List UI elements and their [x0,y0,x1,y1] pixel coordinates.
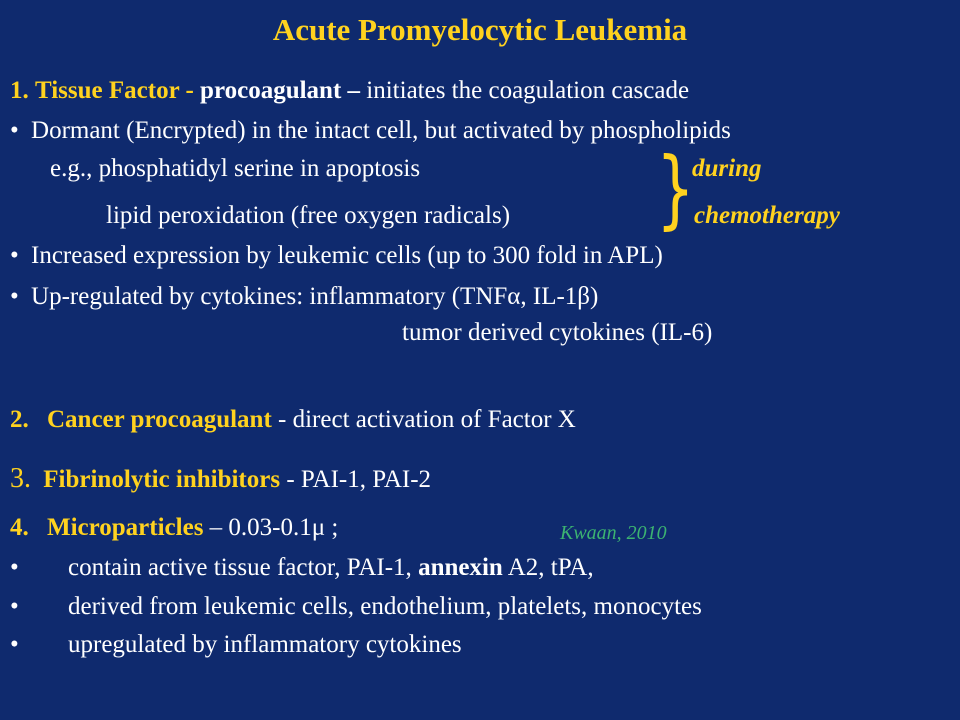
bullet: • [10,117,19,144]
tumor-cytokines: tumor derived cytokines (IL-6) [402,319,713,346]
item3-rest: - PAI-1, PAI-2 [280,466,432,493]
annexin-term: annexin [418,554,503,581]
item1-heading [10,76,689,106]
item2-title: Cancer procoagulant [47,406,272,433]
item4-bullet-2 [10,592,702,622]
bullet: • [10,283,19,310]
item4-rest: – 0.03-0.1μ ; [203,514,339,541]
item1-bullet-2 [10,241,663,271]
item3-title: Fibrinolytic inhibitors [43,466,281,493]
during-label: during [692,155,762,182]
bullet-text: derived from leukemic cells, endothelium, platelets, monocytes [68,593,702,620]
item1-title: Tissue Factor - [35,77,194,104]
example-apoptosis: e.g., phosphatidyl serine in apoptosis [50,155,421,182]
bullet-text: Dormant (Encrypted) in the intact cell, but activated by phospholipids [31,117,731,144]
item3-number: 3. [10,463,31,494]
bullet: • [10,554,19,581]
bullet-text: contain active tissue factor, PAI-1, annexin A2, tPA, [68,554,594,581]
item4-title: Microparticles [47,514,204,541]
item3-heading [10,464,431,495]
item2-rest: - direct activation of Factor X [271,406,576,433]
bullet: • [10,593,19,620]
item2-number: 2. [10,406,29,433]
chemotherapy-label: chemotherapy [694,202,840,229]
citation: Kwaan, 2010 [560,522,667,544]
item1-bullet-1 [10,116,731,146]
bullet-text: upregulated by inflammatory cytokines [68,631,462,658]
item4-bullet-1 [10,553,594,583]
bullet: • [10,631,19,658]
item1-dash: – [341,77,361,104]
example-lipid: lipid peroxidation (free oxygen radicals) [106,202,511,229]
bullet-text: Up-regulated by cytokines: inflammatory (TNFα, IL-1β) [31,283,599,310]
brace-symbol: } [656,139,695,239]
bullet: • [10,242,19,269]
slide-title: Acute Promyelocytic Leukemia [272,12,688,47]
item4-number: 4. [10,514,29,541]
item1-rest: initiates the coagulation cascade [360,77,690,104]
bullet-text: Increased expression by leukemic cells (up to 300 fold in APL) [31,242,663,269]
item4-heading [10,513,338,543]
item1-sub: procoagulant [200,77,342,104]
item1-bullet-3 [10,282,598,312]
item2-heading [10,405,576,435]
item1-number: 1. [10,77,29,104]
item4-bullet-3 [10,630,462,660]
